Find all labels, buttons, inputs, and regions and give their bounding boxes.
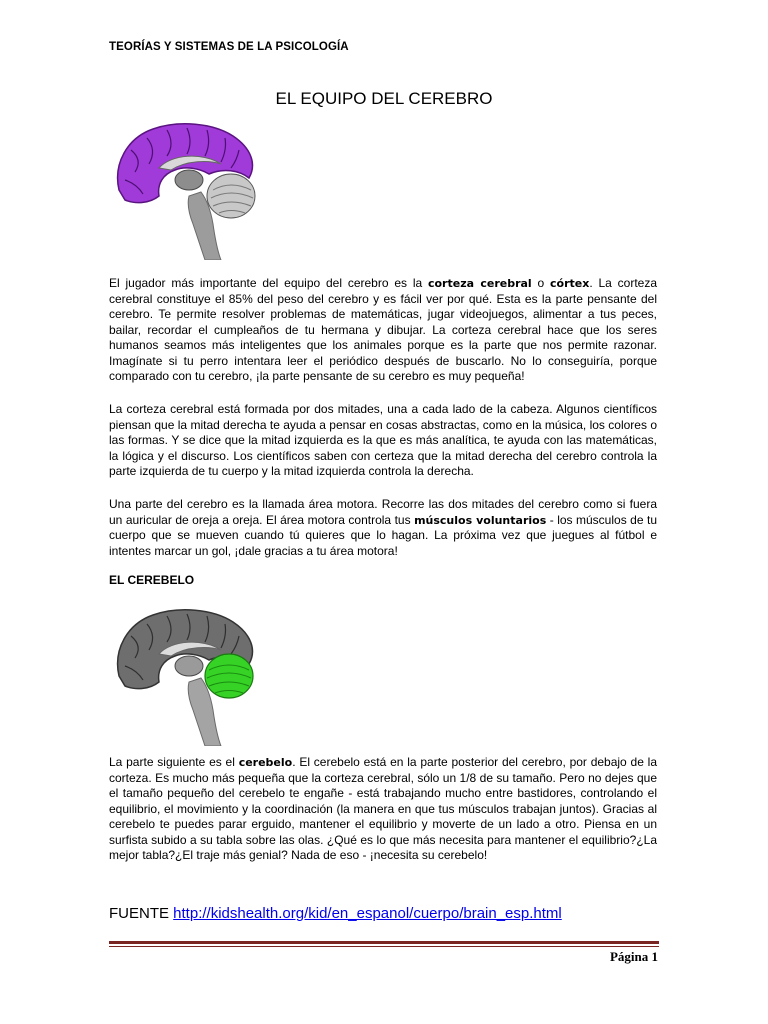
cortex-paragraph-text-1: El jugador más importante del equipo del cerebro es la (109, 276, 428, 290)
source-label: FUENTE (109, 905, 174, 922)
term-musculos-voluntarios: músculos voluntarios (414, 513, 547, 527)
motor-area-text-2: - los músculos de tu cuerpo que se mueven cuando tú quieres que lo hagan. La próxima vez que juegues al fútbol e intentes marcar un gol, ¡dale gracias a tu área motora! (109, 512, 658, 558)
page-title (0, 89, 768, 109)
term-cerebelo: cerebelo (238, 756, 293, 769)
source-link[interactable]: http://kidshealth.org/kid/en_espanol/cuerpo/brain_esp.html (173, 905, 562, 922)
motor-area-paragraph (109, 497, 657, 559)
motor-area-text-1: Una parte del cerebro es la llamada área motora. Recorre las dos mitades del cerebro como si fuera un auricular de oreja a oreja. El área motora controla tus (109, 497, 657, 527)
term-cortex: córtex (550, 277, 590, 290)
cortex-paragraph-text-3: . La corteza cerebral constituye el 85% del peso del cerebro y es fácil ver por qué. Esta es la parte pensante del cerebro. Te permite resolver problemas de matemáticas, jugar videojuegos, alimentar a tus peces, bailar, recordar el cumpleaños de tu hermana y dibujar. La corteza cerebral hace que los seres humanos seamos más inteligentes que los animales porque es la parte que nos permite razonar. Imagínate si tu perro intentara leer el periódico después de buscarlo. No lo conseguiría, porque comparado con tu cerebro, ¡la parte pensante de su cerebro es muy pequeña! (109, 276, 658, 383)
footer-rule-thin (109, 946, 659, 947)
thalamus (175, 170, 203, 190)
cerebellum-paragraph (109, 755, 657, 864)
brain-cerebellum-highlighted-icon (109, 606, 259, 746)
cerebellum-text-1: La parte siguiente es el (109, 755, 239, 769)
cortex-paragraph-text-2: o (531, 276, 551, 290)
section-heading-cerebelo: EL CEREBELO (109, 573, 195, 587)
running-header: TEORÍAS Y SISTEMAS DE LA PSICOLOGÍA (109, 41, 349, 53)
page-number: Página 1 (609, 949, 658, 964)
brain-cortex-highlighted-icon (109, 120, 259, 260)
source-line (109, 905, 562, 922)
footer-rule-thick (109, 941, 659, 944)
term-corteza-cerebral: corteza cerebral (427, 277, 532, 290)
cerebellum-text-2: . El cerebelo está en la parte posterior del cerebro, por debajo de la corteza. Es mucho más pequeña que la corteza cerebral, sólo un 1/8 de su tamaño. Pero no dejes que el tamaño pequeño del cerebelo te engañe - está trabajando mucho entre bastidores, controlando el equilibrio, el movimiento y la coordinación (la manera en que tus músculos trabajan juntos). Gracias al cerebelo te puedes parar erguido, mantener el equilibrio y moverte de un lado a otro. Piensa en un surfista subido a su tabla sobre las olas. ¿Qué es lo que más necesita para mantener el equilibrio?¿La mejor tabla?¿El traje más genial? Nada de eso - ¡necesita su cerebelo! (109, 755, 657, 862)
thalamus (175, 656, 203, 676)
page-title-text: EL EQUIPO DEL CEREBRO (275, 89, 493, 108)
cortex-paragraph (109, 276, 657, 385)
hemispheres-paragraph: La corteza cerebral está formada por dos mitades, una a cada lado de la cabeza. Algunos científicos piensan que la mitad derecha te ayuda a pensar en cosas abstractas, como en la música, los colores o las formas. Y se dice que la mitad izquierda es la que es más analítica, te ayuda con las matemáticas, la lógica y el discurso. Los científicos saben con certeza que la mitad derecha del cerebro controla la parte izquierda de tu cuerpo y la mitad izquierda controla la derecha. (109, 402, 657, 478)
